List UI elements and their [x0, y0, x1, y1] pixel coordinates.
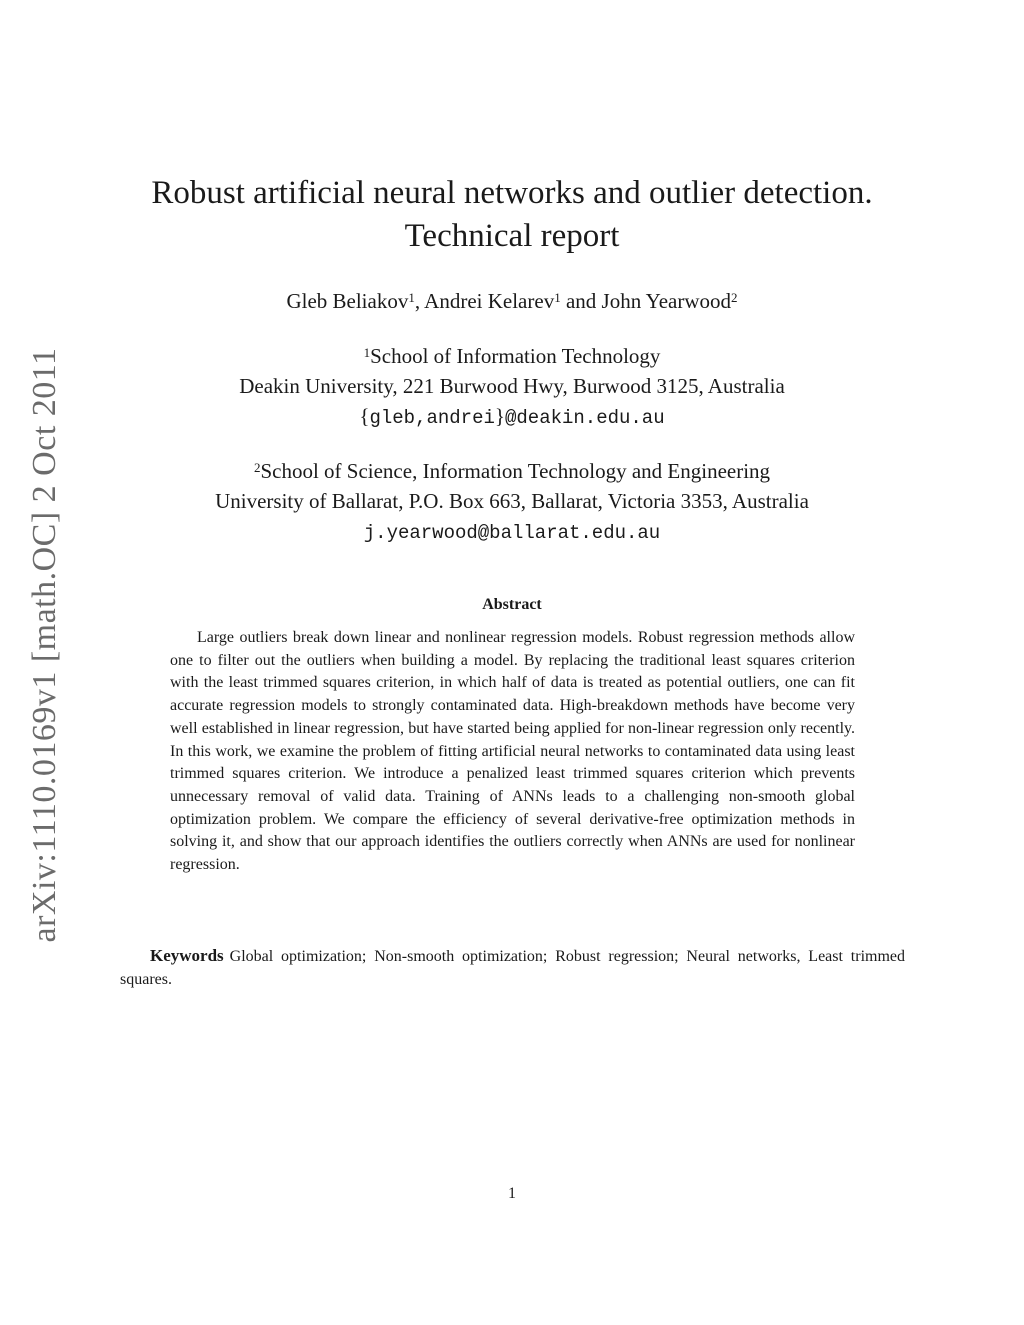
affiliation-school [100, 456, 924, 486]
affiliation-block-1 [100, 341, 924, 433]
page-number: 1 [508, 1185, 516, 1202]
affiliation-marker: 1 [408, 290, 415, 305]
keywords-label: Keywords [150, 946, 224, 965]
author-name: Gleb Beliakov [286, 289, 409, 313]
email-domain: @deakin.edu.au [504, 407, 665, 429]
arxiv-identifier-sidebar: arXiv:1110.0169v1 [math.OC] 2 Oct 2011 [26, 347, 63, 943]
affiliation-email [100, 516, 924, 548]
affiliation-address: University of Ballarat, P.O. Box 663, Ballarat, Victoria 3353, Australia [215, 489, 809, 513]
affiliation-marker: 2 [731, 290, 738, 305]
keywords-paragraph [120, 944, 905, 991]
affiliation-block-2 [100, 456, 924, 548]
paper-title [100, 172, 924, 258]
affiliation-marker: 1 [554, 290, 561, 305]
affiliation-marker: 2 [253, 460, 261, 475]
affiliation-address: Deakin University, 221 Burwood Hwy, Burwood 3125, Australia [239, 374, 785, 398]
abstract-body: Large outliers break down linear and nonlinear regression models. Robust regression methods allow one to filter out the outliers when building a model. By replacing the traditional least squares criterion with the least trimmed squares criterion, in which half of data is treated as potential outliers, one can fit accurate regression models to strongly contaminated data. High-breakdown methods have become very well established in linear regression, but have started being applied for non-linear regression only recently. In this work, we examine the problem of fitting artificial neural networks to contaminated data using least trimmed squares criterion. We introduce a penalized least trimmed squares criterion which prevents unnecessary removal of valid data. Training of ANNs leads to a challenging non-smooth global optimization problem. We compare the efficiency of several derivative-free optimization methods in solving it, and show that our approach identifies the outliers correctly when ANNs are used for nonlinear regression. [170, 629, 855, 874]
email-address: j.yearwood@ballarat.edu.au [363, 522, 661, 544]
author-separator: , [414, 289, 425, 313]
email-users: gleb,andrei [369, 407, 495, 429]
email-brace-close: } [494, 404, 505, 428]
affiliation-email [100, 401, 924, 433]
affiliation-school-name: School of Information Technology [370, 344, 661, 368]
author-list [100, 286, 924, 316]
keywords-text: Global optimization; Non-smooth optimization; Robust regression; Neural networks, Least trimmed squares. [120, 948, 905, 988]
author-separator: and [560, 289, 602, 313]
affiliation-marker: 1 [363, 345, 371, 360]
affiliation-school-name: School of Science, Information Technology and Engineering [260, 459, 771, 483]
author-name: John Yearwood [601, 289, 732, 313]
abstract-heading: Abstract [482, 596, 542, 613]
title-line-2: Technical report [404, 218, 620, 254]
author-name: Andrei Kelarev [424, 289, 555, 313]
title-line-1: Robust artificial neural networks and outlier detection. [151, 175, 873, 211]
affiliation-school [100, 341, 924, 371]
email-brace-open: { [359, 404, 370, 428]
